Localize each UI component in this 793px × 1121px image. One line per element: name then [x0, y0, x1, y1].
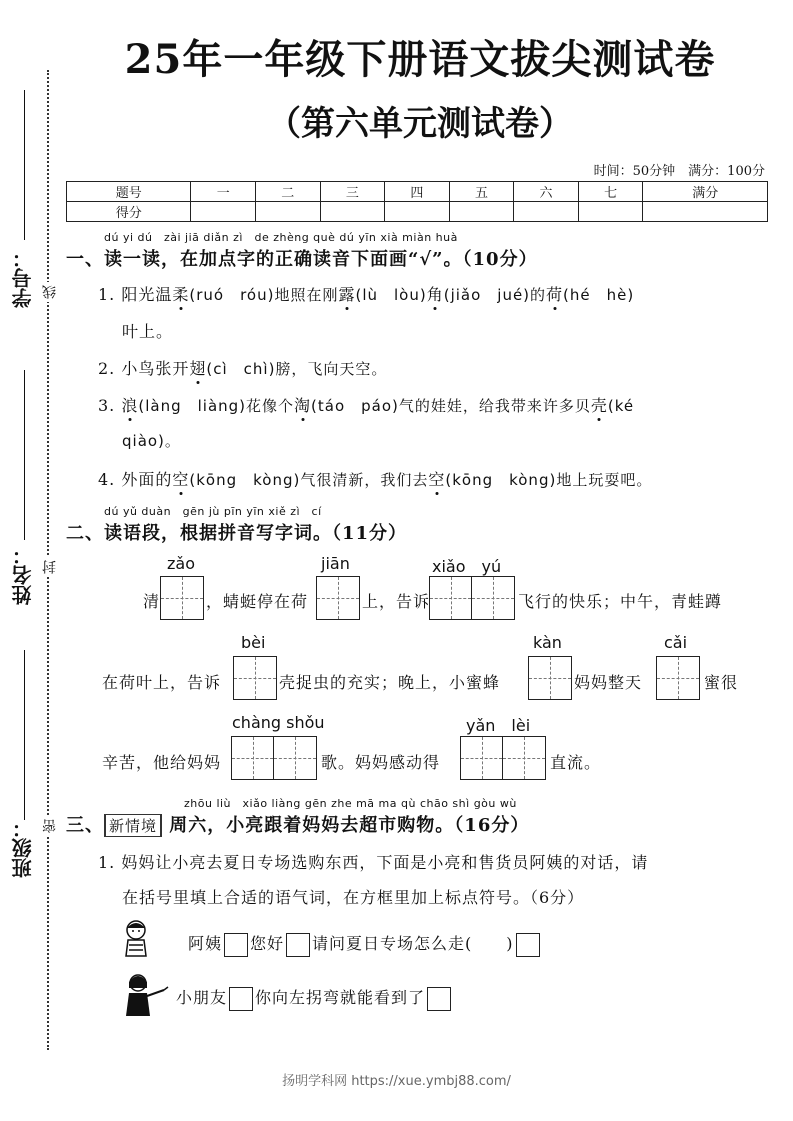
passage-text: 辛苦，他给妈妈: [102, 753, 222, 772]
section3-prefix: 三、: [66, 815, 104, 836]
s1-item-4: [98, 467, 652, 490]
score-header-cell: 一: [191, 182, 256, 202]
pinyin-hint: chàng shǒu: [232, 713, 325, 732]
s1-options[interactable]: (ké: [607, 397, 635, 415]
s1-text: 3.: [98, 396, 122, 415]
pinyin-hint: zǎo: [167, 554, 195, 573]
s1-options[interactable]: (hé hè): [563, 286, 635, 304]
punctuation-box[interactable]: [427, 987, 451, 1011]
passage-text: 歌。妈妈感动得: [321, 753, 441, 772]
score-header-cell: 二: [256, 182, 321, 202]
writing-grid[interactable]: [316, 576, 360, 620]
score-input-cell[interactable]: [191, 202, 256, 222]
dialogue-text: 阿姨: [188, 934, 223, 953]
passage-text: 清: [143, 592, 161, 611]
s1-options[interactable]: (jiǎo jué)的: [443, 286, 547, 304]
score-header-cell: 六: [514, 182, 579, 202]
student-id-rule: [24, 90, 25, 240]
passage-text: 上，告诉: [362, 592, 431, 611]
pinyin-hint: bèi: [241, 633, 266, 652]
dialogue-text: 请问夏日专场怎么走( ): [312, 934, 514, 953]
writing-grid[interactable]: [231, 736, 317, 780]
dotted-char: 柔: [172, 285, 190, 304]
passage-text: 妈妈整天: [574, 673, 643, 692]
secret-word: 密: [40, 816, 60, 836]
score-row-label: 得分: [67, 202, 191, 222]
class-rule: [24, 650, 25, 820]
score-input-cell[interactable]: [643, 202, 768, 222]
s1-options[interactable]: (kōng kòng)气很清新，我们去: [189, 471, 429, 489]
section3-pinyin: zhōu liù xiǎo liàng gēn zhe mā ma qù chāo shì gòu wù: [184, 797, 517, 810]
writing-grid[interactable]: [233, 656, 277, 700]
section2-title: 二、读语段，根据拼音写字词。（11分）: [66, 523, 408, 544]
line-word: 线: [40, 282, 60, 302]
student-id-label: 学号：: [11, 248, 35, 308]
section1-pinyin: dú yi dú zài jiā diǎn zì de zhèng què dú yīn xià miàn huà: [104, 231, 458, 244]
section3-title: [66, 811, 529, 837]
score-input-cell[interactable]: [514, 202, 579, 222]
pinyin-hint: kàn: [533, 633, 562, 652]
dotted-char: 角: [426, 285, 444, 304]
dotted-char: 壳: [590, 396, 608, 415]
punctuation-box[interactable]: [516, 933, 540, 957]
passage-text: ，蜻蜓停在荷: [206, 592, 309, 611]
dialogue-text: 您好: [250, 934, 285, 953]
dotted-char: 露: [338, 285, 356, 304]
footer-watermark: 扬明学科网 https://xue.ymbj88.com/: [282, 1074, 511, 1089]
pinyin-hint: xiǎo yú: [432, 557, 502, 576]
score-input-cell[interactable]: [449, 202, 514, 222]
dialogue-text: 小朋友: [176, 988, 228, 1007]
score-input-row: [67, 202, 768, 222]
seal-word: 封: [40, 557, 60, 577]
s1-options[interactable]: (cì chì)膀，飞向天空。: [206, 360, 388, 378]
score-header-cell: 七: [578, 182, 643, 202]
writing-grid[interactable]: [460, 736, 546, 780]
s1-options[interactable]: (lù lòu): [355, 286, 427, 304]
score-header-cell: 三: [320, 182, 385, 202]
new-scenario-tag: 新情境: [104, 814, 162, 837]
s1-text: 1. 阳光温: [98, 285, 173, 304]
time-info: 时间：50分钟 满分：100分: [593, 164, 765, 179]
s1-options[interactable]: (kōng kòng)地上玩耍吧。: [445, 471, 653, 489]
writing-grid[interactable]: [429, 576, 515, 620]
s1-item-3-cont[interactable]: qiào)。: [122, 432, 181, 450]
s1-item-3: [98, 393, 634, 416]
dialogue-text: 你向左拐弯就能看到了: [255, 988, 426, 1007]
passage-text: 壳捉虫的充实；晚上，小蜜蜂: [279, 673, 501, 692]
passage-text: 在荷叶上，告诉: [102, 673, 222, 692]
punctuation-box[interactable]: [224, 933, 248, 957]
punctuation-box[interactable]: [229, 987, 253, 1011]
page-title: 25年一年级下册语文拔尖测试卷: [124, 36, 716, 83]
clerk-icon: [120, 972, 170, 1018]
s1-item-1-cont: 叶上。: [122, 322, 174, 341]
writing-grid[interactable]: [656, 656, 700, 700]
score-input-cell[interactable]: [320, 202, 385, 222]
score-input-cell[interactable]: [578, 202, 643, 222]
q1-instruction-1: 1. 妈妈让小亮去夏日专场选购东西，下面是小亮和售货员阿姨的对话，请: [98, 853, 649, 872]
dialogue-2: [176, 985, 453, 1011]
name-label: 姓名：: [11, 545, 35, 605]
s1-options[interactable]: (ruó róu)地照在刚: [189, 286, 339, 304]
dotted-char: 淘: [294, 396, 312, 415]
dotted-char: 空: [428, 470, 446, 489]
passage-text: 飞行的快乐；中午，青蛙蹲: [518, 592, 723, 611]
dotted-char: 浪: [121, 396, 139, 415]
dotted-char: 荷: [546, 285, 564, 304]
s1-text: 2. 小鸟张开: [98, 359, 190, 378]
s1-options[interactable]: (làng liàng)花像个: [138, 397, 295, 415]
score-header-row: [67, 182, 768, 202]
passage-text: 直流。: [550, 753, 602, 772]
score-header-cell: 四: [385, 182, 450, 202]
s1-text: 4. 外面的: [98, 470, 173, 489]
class-label: 班级：: [11, 818, 35, 878]
dialogue-1: [188, 931, 542, 957]
section3-heading: 周六，小亮跟着妈妈去超市购物。（16分）: [169, 815, 530, 836]
score-header-cell: 题号: [67, 182, 191, 202]
writing-grid[interactable]: [528, 656, 572, 700]
s1-item-2: [98, 356, 387, 379]
pinyin-hint: cǎi: [664, 633, 688, 652]
boy-icon: [120, 918, 154, 960]
section2-pinyin: dú yǔ duàn gēn jù pīn yīn xiě zì cí: [104, 505, 322, 518]
pinyin-hint: jiān: [321, 554, 350, 573]
q1-instruction-2: 在括号里填上合适的语气词，在方框里加上标点符号。（6分）: [122, 888, 585, 907]
section1-title: 一、读一读，在加点字的正确读音下面画“√”。（10分）: [66, 249, 538, 270]
pinyin-hint: yǎn lèi: [466, 716, 531, 735]
s1-options[interactable]: (táo páo)气的娃娃，给我带来许多贝: [311, 397, 591, 415]
score-table: [66, 181, 768, 222]
page-subtitle: （第六单元测试卷）: [267, 104, 573, 144]
dotted-char: 空: [172, 470, 190, 489]
score-input-cell[interactable]: [256, 202, 321, 222]
score-header-cell: 满分: [643, 182, 768, 202]
score-header-cell: 五: [449, 182, 514, 202]
score-input-cell[interactable]: [385, 202, 450, 222]
name-rule: [24, 370, 25, 540]
writing-grid[interactable]: [160, 576, 204, 620]
punctuation-box[interactable]: [286, 933, 310, 957]
s1-item-1: [98, 282, 634, 305]
passage-text: 蜜很: [704, 673, 739, 692]
dotted-char: 翅: [189, 359, 207, 378]
